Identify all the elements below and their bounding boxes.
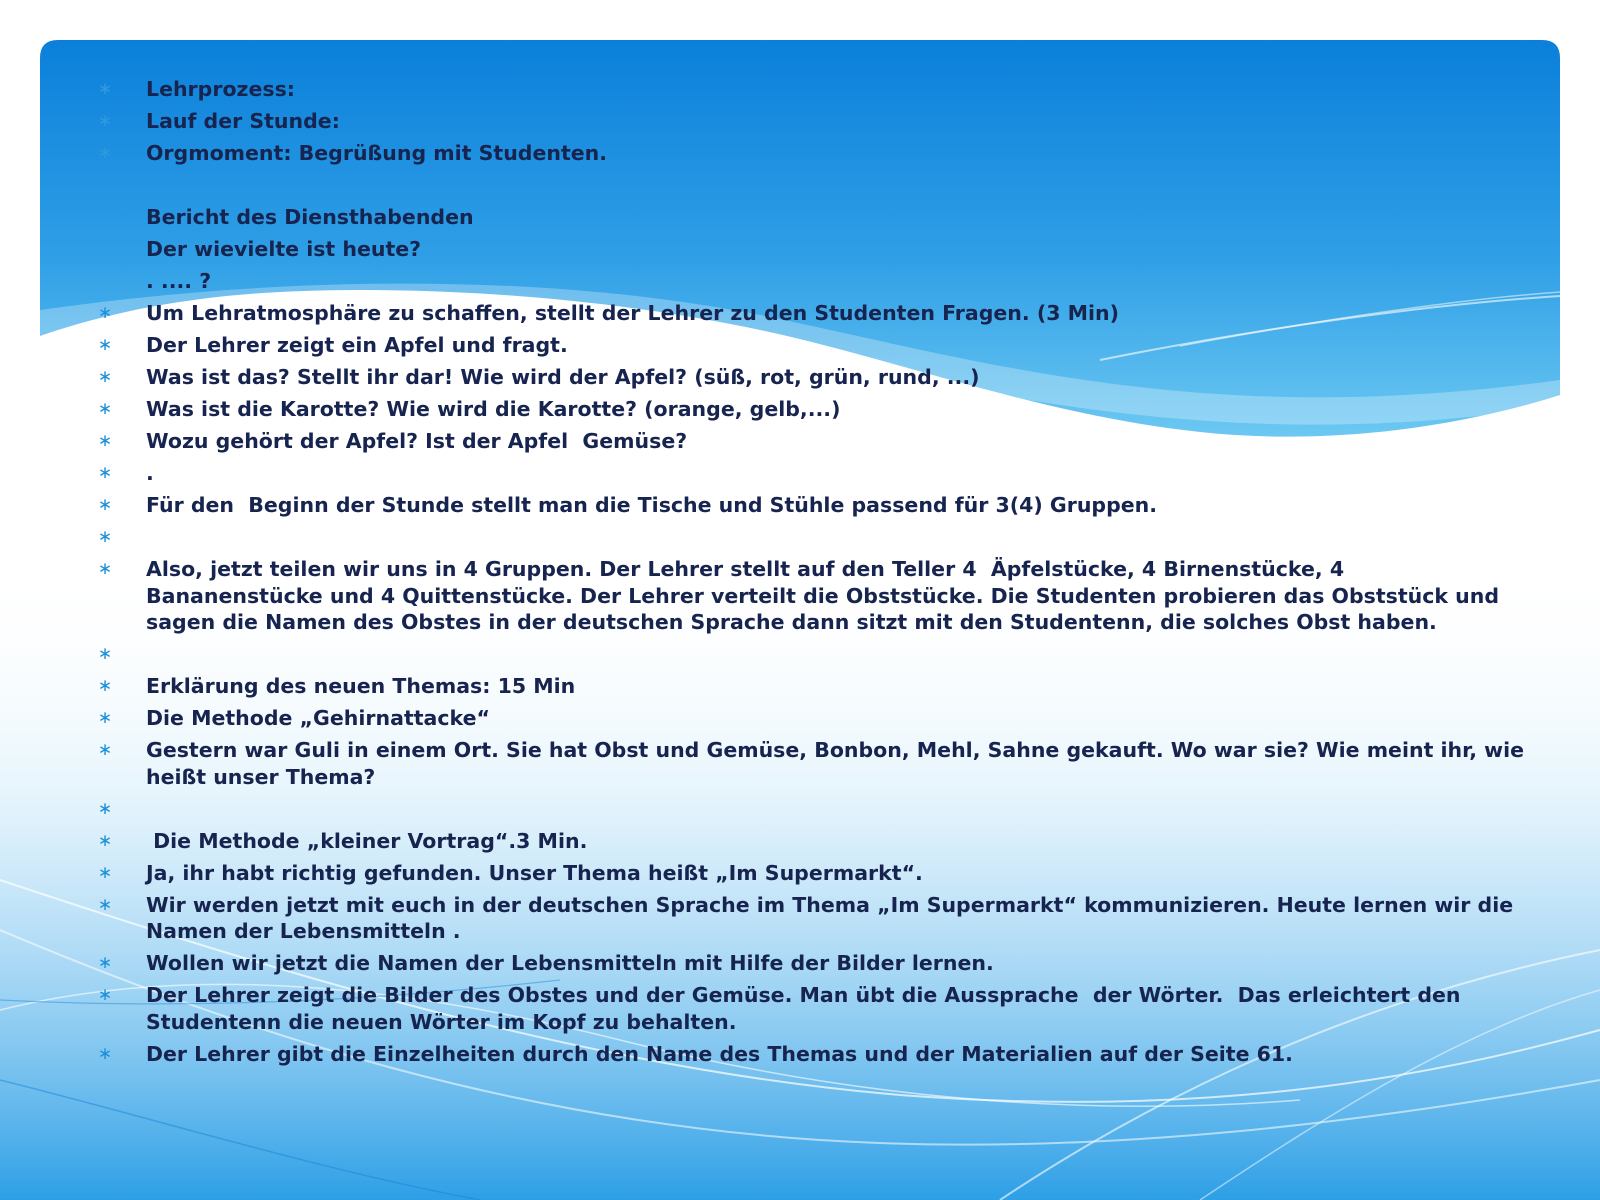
list-item-text: Gestern war Guli in einem Ort. Sie hat Obst und Gemüse, Bonbon, Mehl, Sahne gekauft. Wo war sie? Wie meint ihr, wie heißt unser Thema? <box>146 738 1532 789</box>
list-item-text: Der wievielte ist heute? <box>146 237 422 261</box>
bullet-icon: ∗ <box>97 953 113 973</box>
list-item <box>95 737 1535 790</box>
list-item-text: . <box>146 461 154 485</box>
list-item-text: . .... ? <box>146 269 212 293</box>
list-item-text: Um Lehratmosphäre zu schaffen, stellt der Lehrer zu den Studenten Fragen. (3 Min) <box>146 301 1119 325</box>
list-item-text: Der Lehrer gibt die Einzelheiten durch den Name des Themas und der Materialien auf der Seite 61. <box>146 1041 1293 1066</box>
list-item <box>95 524 1535 551</box>
list-item <box>95 1041 1535 1068</box>
list-item <box>95 796 1535 823</box>
list-item <box>95 641 1535 668</box>
bullet-icon: ∗ <box>97 830 113 851</box>
list-item-text: Die Methode „Gehirnattacke“ <box>146 706 490 730</box>
bullet-icon: ∗ <box>97 559 113 579</box>
bullet-icon: ∗ <box>97 862 113 883</box>
bullet-icon: ∗ <box>97 143 113 163</box>
list-item-text: Wir werden jetzt mit euch in der deutschen Sprache im Thema „Im Supermarkt“ kommunizieren. Heute lernen wir die Namen der Lebensmitteln . <box>146 892 1521 943</box>
bullet-icon: ∗ <box>97 303 113 323</box>
list-item <box>95 300 1535 327</box>
list-item-text: Erklärung des neuen Themas: 15 Min <box>146 674 576 698</box>
bullet-icon: ∗ <box>97 463 113 483</box>
bullet-icon: ∗ <box>97 527 113 547</box>
bullet-icon: ∗ <box>97 399 113 419</box>
list-item <box>95 950 1535 977</box>
list-item-text: Also, jetzt teilen wir uns in 4 Gruppen. Der Lehrer stellt auf den Teller 4 Äpfelstücke, 4 Birnenstücke, 4 Bananenstücke und 4 Quittenstücke. Der Lehrer verteilt die Obststücke. Die Studenten probieren das Obststück und sagen die Namen des Obstes in der deutschen Sprache dann sitzt mit den Studentenn, die solches Obst haben. <box>146 557 1507 634</box>
list-item <box>95 396 1535 423</box>
list-item <box>95 892 1535 945</box>
list-item <box>95 428 1535 455</box>
list-item-text: Was ist das? Stellt ihr dar! Wie wird der Apfel? (süß, rot, grün, rund, ...) <box>146 365 980 389</box>
bullet-icon: ∗ <box>97 1043 113 1064</box>
bullet-icon: ∗ <box>97 894 113 915</box>
list-item <box>95 108 1535 135</box>
list-item <box>95 460 1535 487</box>
bullet-icon: ∗ <box>97 79 113 99</box>
list-item <box>95 332 1535 359</box>
list-item-text: Wozu gehört der Apfel? Ist der Apfel Gemüse? <box>146 429 688 453</box>
bullet-icon: ∗ <box>97 740 113 760</box>
list-item-text: Für den Beginn der Stunde stellt man die Tische und Stühle passend für 3(4) Gruppen. <box>146 493 1158 517</box>
list-item <box>95 673 1535 700</box>
list-item-text: Bericht des Diensthabenden <box>146 205 474 229</box>
bullet-icon: ∗ <box>97 985 113 1005</box>
list-item-text: Orgmoment: Begrüßung mit Studenten. <box>146 141 608 165</box>
list-item <box>95 268 1535 295</box>
list-item-text: Lauf der Stunde: <box>146 109 340 133</box>
list-item <box>95 76 1535 103</box>
list-item <box>95 556 1535 636</box>
list-item-text: Lehrprozess: <box>146 77 295 101</box>
list-item <box>95 204 1535 231</box>
list-item <box>95 172 1535 199</box>
list-item-text: Was ist die Karotte? Wie wird die Karotte? (orange, gelb,...) <box>146 397 841 421</box>
list-item-text: Der Lehrer zeigt ein Apfel und fragt. <box>146 333 568 357</box>
list-item <box>95 982 1535 1035</box>
list-item <box>95 492 1535 519</box>
bullet-icon: ∗ <box>97 431 113 451</box>
list-item <box>95 236 1535 263</box>
list-item-text: Die Methode „kleiner Vortrag“.3 Min. <box>146 828 588 853</box>
list-item <box>95 705 1535 732</box>
bullet-icon: ∗ <box>97 335 113 355</box>
bullet-icon: ∗ <box>97 367 113 387</box>
list-item <box>95 140 1535 167</box>
list-item <box>95 860 1535 887</box>
list-item-text: Der Lehrer zeigt die Bilder des Obstes und der Gemüse. Man übt die Aussprache der Wörter. Das erleichtert den Studentenn die neuen Wörter im Kopf zu behalten. <box>146 983 1468 1034</box>
bullet-icon: ∗ <box>97 111 113 131</box>
bullet-list <box>95 76 1535 1073</box>
list-item-text: Wollen wir jetzt die Namen der Lebensmitteln mit Hilfe der Bilder lernen. <box>146 951 994 975</box>
bullet-icon: ∗ <box>97 676 113 696</box>
list-item <box>95 364 1535 391</box>
list-item <box>95 828 1535 855</box>
list-item-text: Ja, ihr habt richtig gefunden. Unser Thema heißt „Im Supermarkt“. <box>146 860 923 885</box>
bullet-icon: ∗ <box>97 495 113 515</box>
bullet-icon: ∗ <box>97 708 113 728</box>
bullet-icon: ∗ <box>97 798 113 819</box>
bullet-icon: ∗ <box>97 644 113 664</box>
